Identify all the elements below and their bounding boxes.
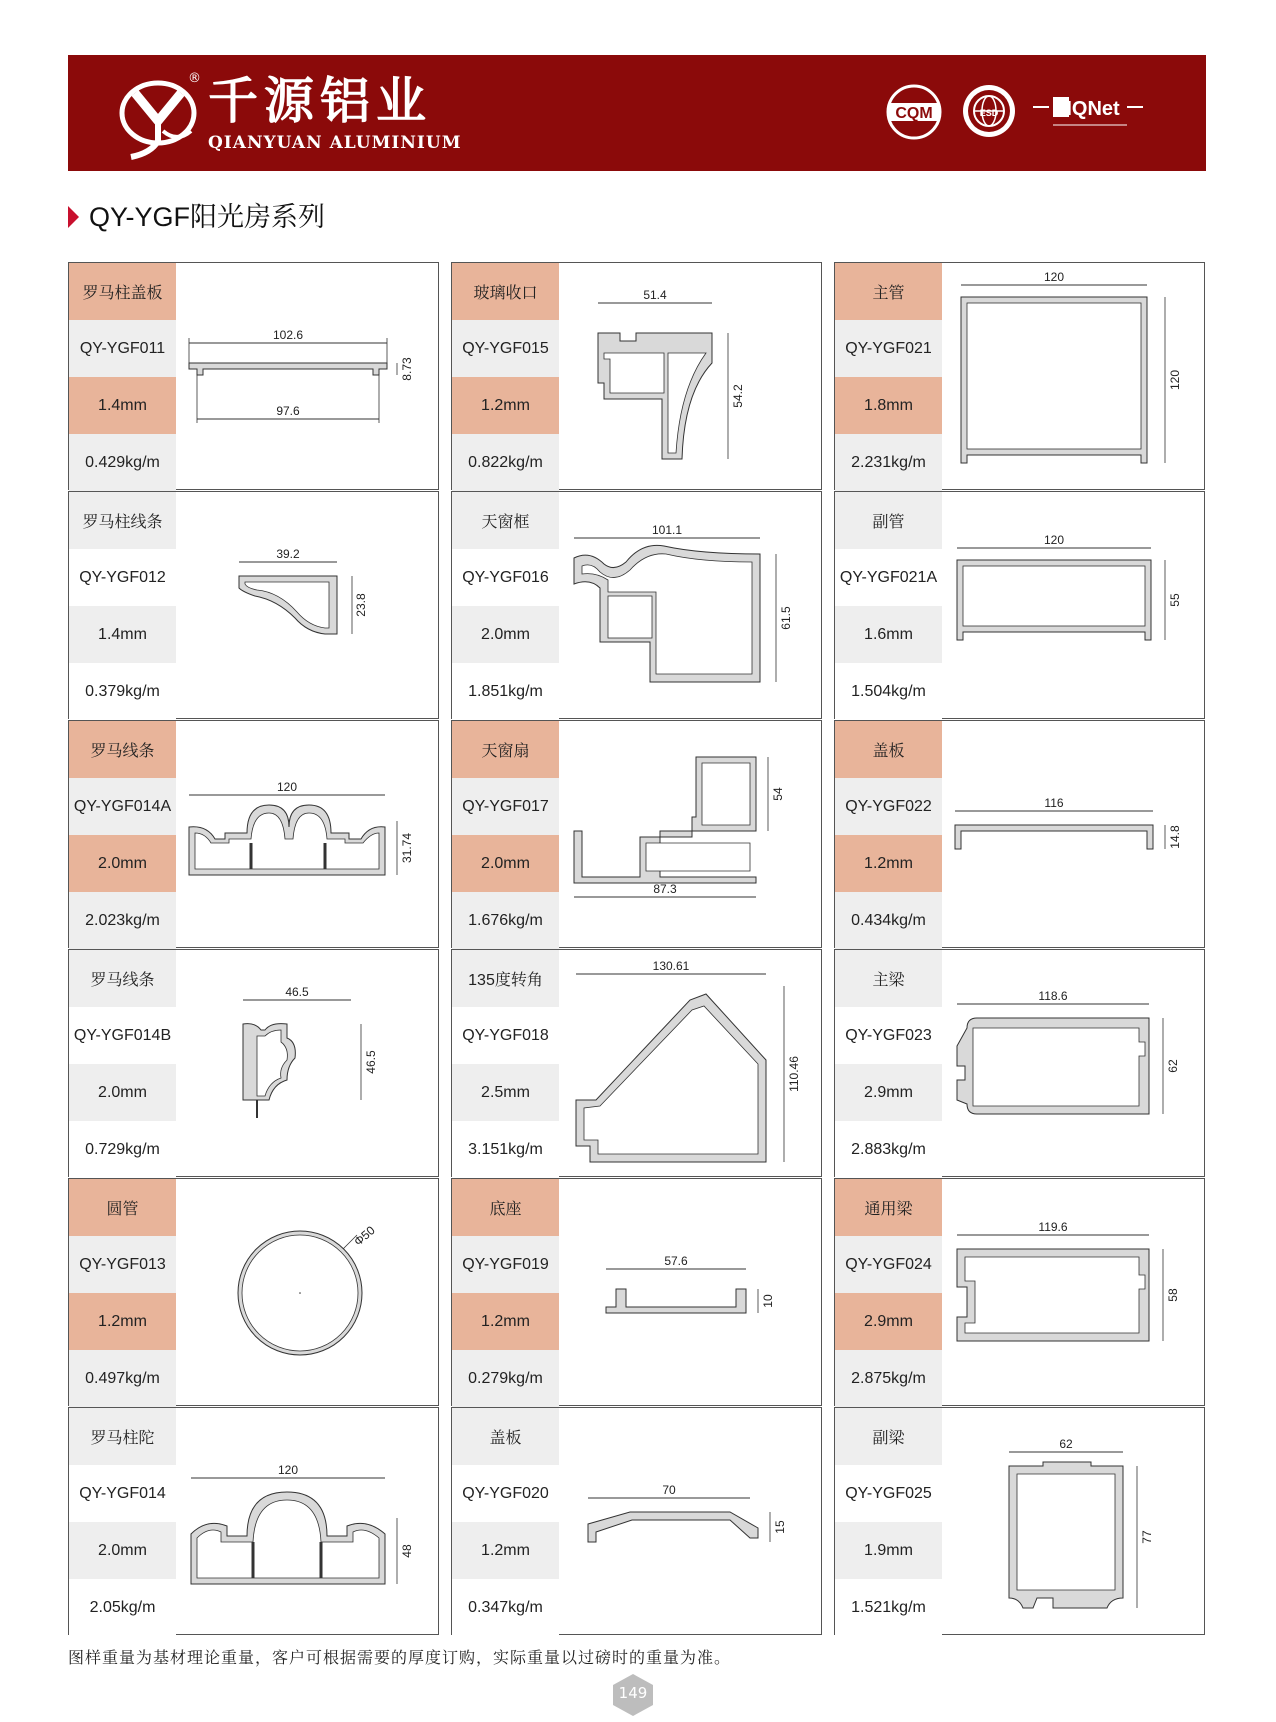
red-triangle-icon (68, 206, 79, 228)
svg-text:87.3: 87.3 (653, 882, 677, 896)
product-name: 主梁 (835, 950, 942, 1007)
product-weight: 3.151kg/m (452, 1121, 559, 1178)
product-card (834, 720, 1205, 948)
product-thickness: 2.0mm (69, 835, 176, 892)
svg-text:Φ50: Φ50 (351, 1223, 378, 1249)
product-name: 罗马柱盖板 (69, 263, 176, 320)
svg-text:46.5: 46.5 (364, 1050, 378, 1074)
product-card (451, 262, 822, 490)
svg-text:ESD: ESD (979, 108, 999, 118)
svg-text:102.6: 102.6 (272, 328, 304, 342)
svg-text:46.5: 46.5 (285, 985, 309, 999)
profile-drawing (560, 492, 822, 718)
product-thickness: 1.9mm (835, 1522, 942, 1579)
product-weight: 1.521kg/m (835, 1579, 942, 1636)
cqm-cert-icon (885, 83, 943, 141)
product-weight: 0.279kg/m (452, 1350, 559, 1407)
product-code: QY-YGF015 (452, 320, 559, 377)
product-card (834, 262, 1205, 490)
profile-drawing (943, 263, 1205, 489)
product-code: QY-YGF023 (835, 1007, 942, 1064)
product-code: QY-YGF012 (69, 549, 176, 606)
profile-drawing (943, 1179, 1205, 1405)
product-weight: 0.429kg/m (69, 434, 176, 491)
profile-drawing (943, 1408, 1205, 1634)
product-name: 天窗框 (452, 492, 559, 549)
product-card (451, 720, 822, 948)
product-code: QY-YGF016 (452, 549, 559, 606)
svg-text:120: 120 (1043, 270, 1065, 284)
product-weight: 0.822kg/m (452, 434, 559, 491)
svg-text:54.2: 54.2 (731, 384, 745, 408)
svg-text:101.1: 101.1 (651, 523, 683, 537)
svg-text:118.6: 118.6 (1038, 989, 1068, 1003)
svg-text:57.6: 57.6 (664, 1254, 688, 1268)
product-name: 盖板 (835, 721, 942, 778)
product-thickness: 1.2mm (452, 377, 559, 434)
product-card (68, 491, 439, 719)
svg-text:23.8: 23.8 (354, 593, 368, 617)
product-card (68, 1407, 439, 1635)
product-weight: 1.851kg/m (452, 663, 559, 720)
brand-name-cn: 千源铝业 (208, 72, 432, 130)
product-thickness: 2.0mm (452, 606, 559, 663)
svg-text:110.46: 110.46 (787, 1056, 801, 1092)
product-thickness: 1.2mm (835, 835, 942, 892)
product-weight: 0.347kg/m (452, 1579, 559, 1636)
product-thickness: 1.8mm (835, 377, 942, 434)
page-number-badge (610, 1672, 656, 1718)
product-name: 主管 (835, 263, 942, 320)
product-thickness: 2.0mm (452, 835, 559, 892)
product-code: QY-YGF019 (452, 1236, 559, 1293)
svg-text:62: 62 (1059, 1437, 1073, 1451)
product-weight: 0.497kg/m (69, 1350, 176, 1407)
header-banner (68, 55, 1206, 171)
product-code: QY-YGF022 (835, 778, 942, 835)
product-card (68, 1178, 439, 1406)
product-thickness: 1.2mm (69, 1293, 176, 1350)
svg-text:48: 48 (400, 1544, 414, 1558)
product-card (451, 1178, 822, 1406)
svg-text:97.6: 97.6 (276, 404, 300, 418)
product-name: 通用梁 (835, 1179, 942, 1236)
series-title (68, 195, 325, 234)
page-number: 149 (618, 1684, 648, 1702)
product-weight: 1.504kg/m (835, 663, 942, 720)
product-name: 罗马柱线条 (69, 492, 176, 549)
product-code: QY-YGF014B (69, 1007, 176, 1064)
svg-text:55: 55 (1168, 593, 1182, 607)
product-code: QY-YGF021 (835, 320, 942, 377)
product-code: QY-YGF014A (69, 778, 176, 835)
profile-drawing (177, 263, 439, 489)
profile-drawing (943, 950, 1205, 1176)
product-name: 玻璃收口 (452, 263, 559, 320)
svg-text:54: 54 (771, 787, 785, 801)
svg-text:31.74: 31.74 (400, 832, 414, 864)
product-code: QY-YGF018 (452, 1007, 559, 1064)
footer-note: 图样重量为基材理论重量，客户可根据需要的厚度订购，实际重量以过磅时的重量为准。 (68, 1648, 732, 1667)
product-name: 圆管 (69, 1179, 176, 1236)
product-name: 底座 (452, 1179, 559, 1236)
product-thickness: 1.6mm (835, 606, 942, 663)
profile-drawing (560, 1179, 822, 1405)
product-thickness: 1.4mm (69, 606, 176, 663)
product-code: QY-YGF011 (69, 320, 176, 377)
product-weight: 0.379kg/m (69, 663, 176, 720)
registered-mark: ® (188, 71, 201, 86)
profile-drawing (177, 950, 439, 1176)
product-card (834, 1407, 1205, 1635)
product-name: 副梁 (835, 1408, 942, 1465)
brand-name-en: QIANYUAN ALUMINIUM (208, 133, 462, 153)
product-weight: 2.883kg/m (835, 1121, 942, 1178)
svg-text:62: 62 (1166, 1059, 1180, 1073)
profile-drawing (560, 1408, 822, 1634)
product-grid (68, 262, 1206, 1636)
profile-drawing (177, 492, 439, 718)
svg-text:15: 15 (773, 1520, 787, 1534)
product-thickness: 2.0mm (69, 1064, 176, 1121)
svg-text:51.4: 51.4 (643, 288, 667, 302)
profile-drawing (943, 721, 1205, 947)
svg-text:130.61: 130.61 (652, 959, 690, 973)
svg-text:CQM: CQM (895, 105, 933, 122)
profile-drawing (943, 492, 1205, 718)
product-thickness: 2.5mm (452, 1064, 559, 1121)
svg-text:39.2: 39.2 (276, 547, 300, 561)
product-thickness: 2.9mm (835, 1293, 942, 1350)
svg-text:61.5: 61.5 (779, 606, 793, 630)
product-card (834, 491, 1205, 719)
product-thickness: 2.0mm (69, 1522, 176, 1579)
product-thickness: 2.9mm (835, 1064, 942, 1121)
iqnet-cert-icon (1033, 89, 1143, 133)
svg-text:116: 116 (1044, 796, 1064, 810)
product-weight: 1.676kg/m (452, 892, 559, 949)
product-weight: 2.875kg/m (835, 1350, 942, 1407)
product-name: 天窗扇 (452, 721, 559, 778)
svg-text:120: 120 (1043, 533, 1065, 547)
product-weight: 2.05kg/m (69, 1579, 176, 1636)
product-name: 副管 (835, 492, 942, 549)
svg-text:58: 58 (1166, 1288, 1180, 1302)
svg-text:70: 70 (662, 1483, 676, 1497)
svg-text:8.73: 8.73 (400, 357, 414, 381)
product-card (68, 720, 439, 948)
profile-drawing (560, 263, 822, 489)
product-card (834, 1178, 1205, 1406)
svg-text:14.8: 14.8 (1168, 825, 1182, 849)
product-code: QY-YGF020 (452, 1465, 559, 1522)
profile-drawing (177, 721, 439, 947)
profile-drawing (560, 950, 822, 1176)
product-code: QY-YGF014 (69, 1465, 176, 1522)
svg-text:77: 77 (1140, 1530, 1154, 1544)
product-name: 罗马线条 (69, 721, 176, 778)
profile-drawing (560, 721, 822, 947)
svg-text:120: 120 (276, 780, 298, 794)
product-code: QY-YGF021A (835, 549, 942, 606)
product-code: QY-YGF017 (452, 778, 559, 835)
profile-drawing (177, 1408, 439, 1634)
esd-cert-icon (961, 83, 1017, 139)
product-card (68, 262, 439, 490)
product-card (451, 491, 822, 719)
product-name: 盖板 (452, 1408, 559, 1465)
svg-text:IQNet: IQNet (1066, 98, 1120, 120)
series-title-text: QY-YGF阳光房系列 (89, 202, 326, 232)
product-card (68, 949, 439, 1177)
product-code: QY-YGF024 (835, 1236, 942, 1293)
product-code: QY-YGF013 (69, 1236, 176, 1293)
svg-text:120: 120 (1168, 369, 1182, 391)
product-thickness: 1.2mm (452, 1522, 559, 1579)
product-thickness: 1.4mm (69, 377, 176, 434)
product-weight: 0.434kg/m (835, 892, 942, 949)
product-thickness: 1.2mm (452, 1293, 559, 1350)
product-name: 罗马线条 (69, 950, 176, 1007)
product-weight: 2.023kg/m (69, 892, 176, 949)
product-name: 135度转角 (452, 950, 559, 1007)
profile-drawing (177, 1179, 439, 1405)
product-card (451, 1407, 822, 1635)
product-name: 罗马柱陀 (69, 1408, 176, 1465)
svg-text:119.6: 119.6 (1038, 1220, 1068, 1234)
product-card (834, 949, 1205, 1177)
product-weight: 2.231kg/m (835, 434, 942, 491)
product-card (451, 949, 822, 1177)
svg-text:10: 10 (761, 1294, 775, 1308)
product-code: QY-YGF025 (835, 1465, 942, 1522)
svg-text:120: 120 (277, 1463, 299, 1477)
product-weight: 0.729kg/m (69, 1121, 176, 1178)
